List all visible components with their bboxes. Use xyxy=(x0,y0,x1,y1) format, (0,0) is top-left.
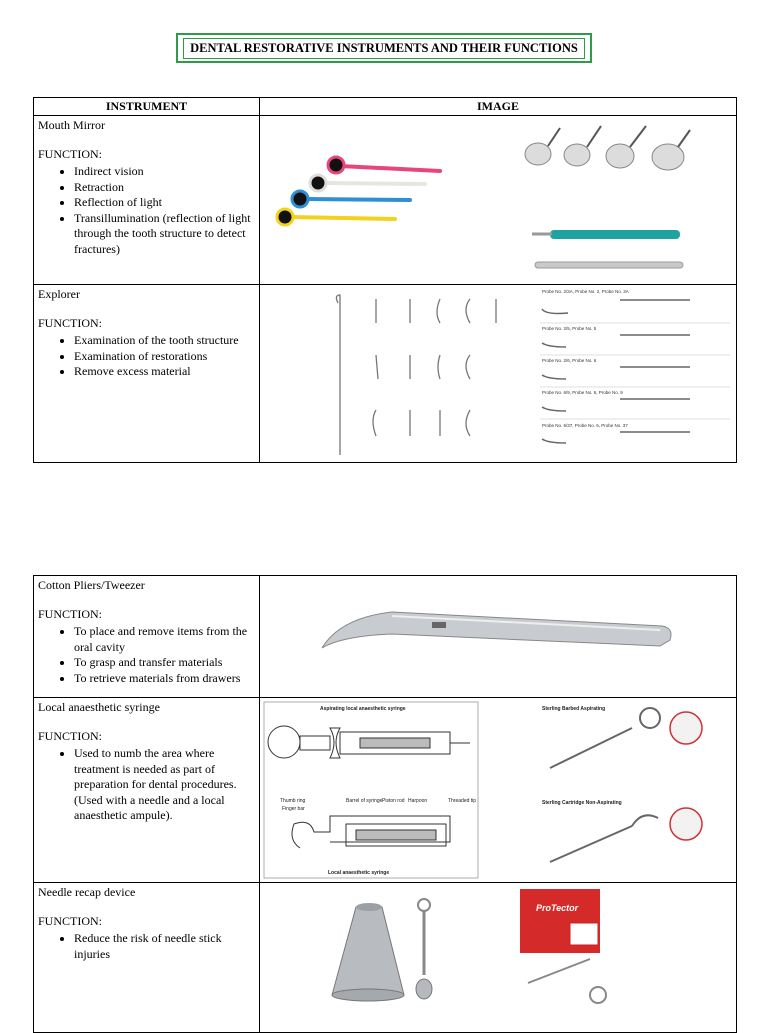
instrument-cell-explorer xyxy=(34,285,260,463)
function-item: • Indirect vision xyxy=(74,164,255,180)
function-item: • Examination of restorations xyxy=(74,349,255,365)
function-list xyxy=(38,164,255,257)
steel-mirrors xyxy=(525,126,690,170)
image-cell-cotton-pliers xyxy=(260,576,737,698)
instrument-cell-mouth-mirror xyxy=(34,116,260,285)
instrument-cell-syringe xyxy=(34,698,260,883)
instrument-name: Explorer xyxy=(38,287,80,301)
instrument-table-2 xyxy=(33,575,737,1033)
function-label: FUNCTION: xyxy=(38,914,103,928)
image-cell-needle-recap xyxy=(260,883,737,1033)
instrument-table-1 xyxy=(33,97,737,463)
explorer-tips xyxy=(336,295,496,455)
photo-label: Sterling Cartridge Non-Aspirating xyxy=(542,800,622,806)
function-item: • Remove excess material xyxy=(74,364,255,380)
diagram-label: Barrel of syringe xyxy=(346,798,383,804)
function-label: FUNCTION: xyxy=(38,316,103,330)
instrument-name: Mouth Mirror xyxy=(38,118,105,132)
mirror-handles xyxy=(532,230,683,268)
image-cell-syringe xyxy=(260,698,737,883)
function-list xyxy=(38,931,255,962)
instrument-name: Cotton Pliers/Tweezer xyxy=(38,578,145,592)
page-title: DENTAL RESTORATIVE INSTRUMENTS AND THEIR FUNCTIONS xyxy=(183,38,585,59)
function-item: • Transillumination (reflection of light through the tooth structure to detect fractures) xyxy=(74,211,255,258)
function-item: • Reduce the risk of needle stick injuries xyxy=(74,931,255,962)
instrument-cell-cotton-pliers xyxy=(34,576,260,698)
function-item: • Examination of the tooth structure xyxy=(74,333,255,349)
photo-label: Sterling Barbed Aspirating xyxy=(542,706,606,712)
diagram-label: Thumb ring xyxy=(280,798,306,804)
diagram-title: Aspirating local anaesthetic syringe xyxy=(320,706,406,712)
function-list xyxy=(38,333,255,380)
probe-label: Probe No. 2/6, Probe No. 6 xyxy=(542,358,597,363)
function-item: • To place and remove items from the oral cavity xyxy=(74,624,255,655)
image-cell-explorer xyxy=(260,285,737,463)
function-label: FUNCTION: xyxy=(38,607,103,621)
tweezer-illustration xyxy=(260,576,736,697)
box-label: ProTector xyxy=(536,903,579,913)
mouth-mirror-illustration xyxy=(260,116,736,284)
explorer-illustration xyxy=(260,285,736,462)
function-item: • Used to numb the area where treatment is needed as part of preparation for dental procedures. (Used with a needle and a local anaesthetic ampule). xyxy=(74,746,255,824)
diagram-label: Piston rod xyxy=(382,798,405,804)
explorer-probe-list xyxy=(542,289,629,428)
needle-recap-illustration xyxy=(260,883,736,1029)
function-item: • To grasp and transfer materials xyxy=(74,655,255,671)
function-label: FUNCTION: xyxy=(38,729,103,743)
probe-label: Probe No. 2/5, Probe No. 5 xyxy=(542,326,597,331)
syringe-illustration xyxy=(260,698,736,882)
function-list xyxy=(38,624,255,686)
header-image: IMAGE xyxy=(260,98,737,116)
diagram-label: Harpoon xyxy=(408,798,428,804)
instrument-name: Local anaesthetic syringe xyxy=(38,700,160,714)
probe-label: Probe No. 2/3A, Probe No. 2, Probe No. 3A xyxy=(542,289,629,294)
diagram-label: Threaded tip xyxy=(448,798,477,804)
instrument-name: Needle recap device xyxy=(38,885,136,899)
colored-mirrors xyxy=(277,157,440,225)
function-list xyxy=(38,746,255,824)
diagram-bottom-label: Local anaesthetic syringe xyxy=(328,870,390,876)
function-label: FUNCTION: xyxy=(38,147,103,161)
function-item: • Reflection of light xyxy=(74,195,255,211)
header-instrument: INSTRUMENT xyxy=(34,98,260,116)
function-item: • To retrieve materials from drawers xyxy=(74,671,255,687)
instrument-cell-needle-recap xyxy=(34,883,260,1033)
image-cell-mouth-mirror xyxy=(260,116,737,285)
diagram-label: Finger bar xyxy=(282,806,305,812)
title-box xyxy=(176,33,592,63)
probe-label: Probe No. 6/37, Probe No. 6, Probe No. 37 xyxy=(542,423,628,428)
probe-label: Probe No. 6/9, Probe No. 6, Probe No. 9 xyxy=(542,390,623,395)
function-item: • Retraction xyxy=(74,180,255,196)
